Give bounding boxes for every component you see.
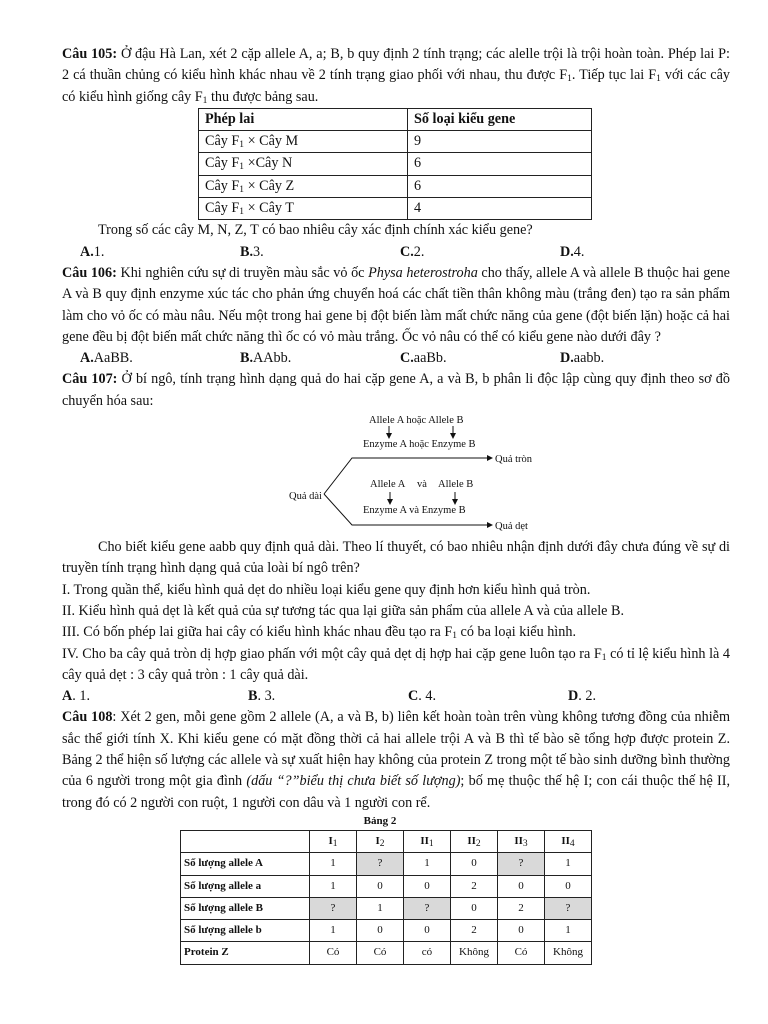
q107-statement-4: IV. Cho ba cây quả tròn dị hợp giao phấn với một cây quả dẹt dị hợp hai cặp gene luôn tạo ra $F_1$ có tỉ lệ kiểu hình là 4 cây quả dẹt : 3 cây quả tròn : 1 cây quả dài. [62,645,730,683]
bottom-allele-b-label: Allele B [438,479,474,491]
option-c[interactable]: C.2. [400,243,425,260]
table-row: Số lượng allele a 1 0 0 2 0 0 [181,875,592,897]
exam-page [62,44,730,965]
flat-fruit-label: Quả dẹt [495,521,528,533]
top-alleles-label: Allele A hoặc Allele B [369,415,464,427]
long-fruit-label: Quả dài [289,491,322,503]
q107-statement-1: I. Trong quần thể, kiểu hình quả dẹt do nhiều loại kiểu gene quy định hơn kiểu hình quả tròn. [62,581,591,598]
bottom-and-label: và [417,479,427,491]
bottom-allele-a-label: Allele A [370,479,406,491]
option-a[interactable]: A.1. [80,243,105,260]
q108-stem: Câu 108: Xét 2 gen, mỗi gene gồm 2 allele (A, a và B, b) liên kết hoàn toàn trên vùng không tương đồng của nhiễm sắc thể giới tính X. Khi kiểu gene có mặt đồng thời cả hai allele trội A và B thì tế bào sẽ tổng hợp được protein Z. Bảng 2 thể hiện số lượng các allele và sự xuất hiện hay không của protein Z trong một tế bào sinh dưỡng bình thường của 6 người trong một gia đình (dấu “?”biểu thị chưa biết số lượng); bố mẹ thuộc thế hệ I; con cái thuộc thế hệ II, trong đó có 2 người con ruột, 1 người con dâu và 1 người con rể. [62,709,730,811]
option-d[interactable]: D. 2. [568,688,596,705]
table-row: Số lượng allele B ? 1 ? 0 2 ? [181,897,592,919]
table-row: Cây $F_1$ × Cây T 4 [199,198,592,220]
option-d[interactable]: D.4. [560,243,585,260]
q105-stem: Câu 105: Ở đậu Hà Lan, xét 2 cặp allele A, a; B, b quy định 2 tính trạng; các alelle trội là trội hoàn toàn. Phép lai P: 2 cá thuần chủng có kiểu hình khác nhau về 2 tính trạng giao phối với nhau, thu được $F_1$. Tiếp tục lai $F_1$ với các cây có kiểu hình giống cây $F_1$ thu được bảng sau. [62,46,730,106]
q107-label: Câu 107: [62,371,118,388]
table-caption: Bảng 2 [363,814,397,827]
option-c[interactable]: C. 4. [408,688,436,705]
q106-stem: Câu 106: Khi nghiên cứu sự di truyền màu sắc vỏ ốc Physa heterostroha cho thấy, allele A và allele B thuộc hai gene A và B quy định enzyme xúc tác cho phản ứng chuyển hoá các chất tiền thân không màu (trắng đen) tạo ra sản phẩm làm cho vỏ ốc có màu nâu. Nếu một trong hai gene bị đột biến làm mất chức năng của gene (đột biến lặn) hoặc cả hai gene đều bị đột biến mất chức năng thì ốc có vỏ màu trắng. Ốc vỏ nâu có thể có kiểu gene nào dưới đây ? [62,264,730,345]
q107-stem: Câu 107: Ở bí ngô, tính trạng hình dạng quả do hai cặp gene A, a và B, b phân li độc lập cùng quy định theo sơ đồ chuyển hóa sau: [62,371,730,409]
q105-question: Trong số các cây M, N, Z, T có bao nhiêu cây xác định chính xác kiểu gene? [98,222,533,239]
option-a[interactable]: A.AaBB. [80,350,133,367]
table-row: Cây $F_1$ ×Cây N 6 [199,153,592,175]
table-row: Protein Z Có Có có Không Có Không [181,942,592,964]
q107-statement-2: II. Kiểu hình quả dẹt là kết quả của sự tương tác qua lại giữa sản phẩm của allele A và của allele B. [62,602,625,619]
q107-options [62,686,730,707]
table-row: Số lượng allele b 1 0 0 2 0 1 [181,920,592,942]
pathway-diagram [62,412,730,537]
option-b[interactable]: B.AAbb. [240,350,292,367]
option-b[interactable]: B. 3. [248,688,276,705]
option-c[interactable]: C.aaBb. [400,350,447,367]
table-header-row: $I_1$ $I_2$ $II_1$ $II_2$ $II_3$ $II_4$ [181,830,592,852]
round-fruit-label: Quả tròn [495,454,533,466]
q106-label: Câu 106: [62,264,117,281]
top-enzyme-label: Enzyme A hoặc Enzyme B [363,439,476,451]
option-b[interactable]: B.3. [240,243,264,260]
option-a[interactable]: A. 1. [62,688,90,705]
q105-table [198,108,592,220]
q107-intro: Cho biết kiểu gene aabb quy định quả dài. Theo lí thuyết, có bao nhiêu nhận định dưới đây chưa đúng về sự di truyền tính trạng hình dạng quả của loài bí ngô trên? [62,539,730,577]
q106-options [62,348,730,369]
q105-options [62,242,730,263]
q108-label: Câu 108 [62,709,113,726]
table-row: Cây $F_1$ × Cây Z 6 [199,175,592,197]
option-d[interactable]: D.aabb. [560,350,605,367]
table-row: Số lượng allele A 1 ? 1 0 ? 1 [181,853,592,875]
q107-statement-3: III. Có bốn phép lai giữa hai cây có kiểu hình khác nhau đều tạo ra $F_1$ có ba loại kiểu hình. [62,624,576,642]
q108-table [180,830,592,965]
bottom-enzyme-label: Enzyme A và Enzyme B [363,505,466,517]
q105-label: Câu 105: [62,46,118,62]
table-header-row: Phép lai Số loại kiểu gene [199,108,592,130]
table-row: Cây $F_1$ × Cây M 9 [199,131,592,153]
